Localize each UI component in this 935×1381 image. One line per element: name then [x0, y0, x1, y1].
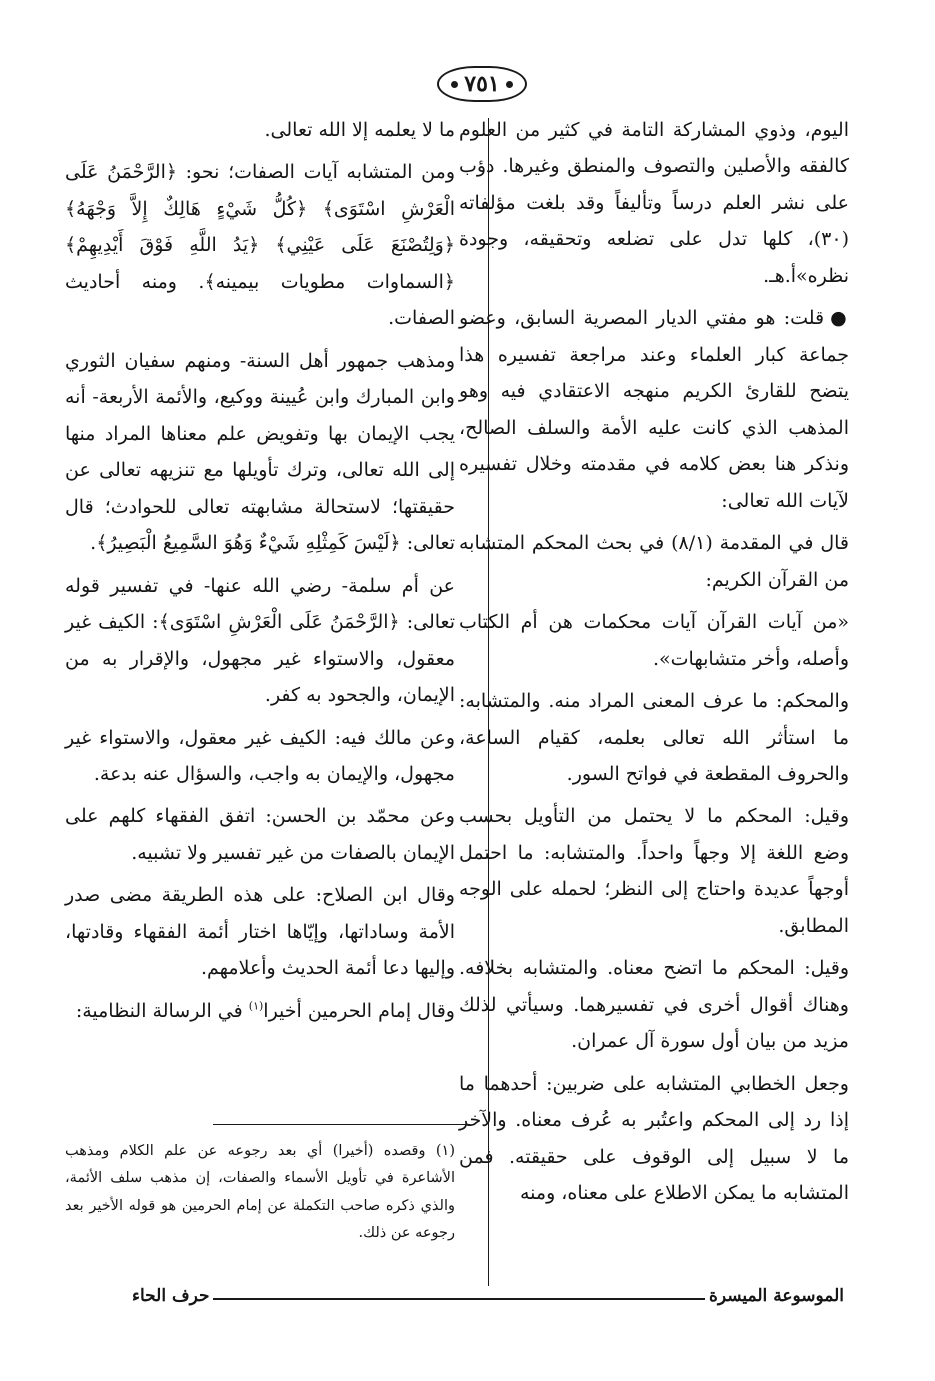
paragraph-text: قلت: هو مفتي الديار المصرية السابق، وعضو جماعة كبار العلماء وعند مراجعة تفسيره هذا يتضح للقارئ الكريم منهجه الاعتقادي فيه وهو المذهب الذي كانت عليه الأمة والسلف الصالح، ونذكر هنا بعض كلامه في مقدمته وخلال تفسيره لآيات الله تعالى:: [459, 307, 849, 512]
right-column: [459, 112, 849, 1218]
paragraph: [459, 300, 849, 519]
paragraph: وقال ابن الصلاح: على هذه الطريقة مضى صدر الأمة وساداتها، وإيّاها اختار أئمة الفقهاء وقادتها، وإليها دعا أئمة الحديث وأعلامهم.: [65, 884, 455, 980]
paragraph: [65, 993, 455, 1029]
paragraph: وجعل الخطابي المتشابه على ضربين: أحدهما ما إذا رد إلى المحكم واعتُبر به عُرف معناه. والآخر ما لا سبيل إلى الوقوف على حقيقته. فمن المتشابه ما يمكن الاطلاع على معناه، ومنه: [459, 1072, 849, 1205]
ornament-dot-icon: [506, 81, 513, 88]
page-number: [437, 66, 527, 102]
paragraph: وعن محمّد بن الحسن: اتفق الفقهاء كلهم على الإيمان بالصفات من غير تفسير ولا تشبيه.: [65, 805, 455, 864]
left-column: [65, 112, 455, 1035]
paragraph: وقيل: المحكم ما لا يحتمل من التأويل بحسب وضع اللغة إلا وجهاً واحداً. والمتشابه: ما احتمل أوجهاً عديدة واحتاج إلى النظر؛ لحمله على الوجه المطابق.: [459, 805, 849, 937]
paragraph: ما لا يعلمه إلا الله تعالى.: [264, 119, 455, 141]
column-divider: [488, 118, 489, 1286]
footer-book-title: الموسوعة الميسرة: [708, 1286, 844, 1306]
footer-section-title: حرف الحاء: [132, 1286, 210, 1306]
paragraph: قال في المقدمة (٨/١) في بحث المحكم المتشابه من القرآن الكريم:: [459, 532, 849, 591]
paragraph: ومذهب جمهور أهل السنة- ومنهم سفيان الثوري وابن المبارك وابن عُيينة ووكيع، والأئمة الأربعة- أنه يجب الإيمان بها وتفويض علم معناها المراد منها إلى الله تعالى، وترك تأويلها مع تنزيهه تعالى عن حقيقتها؛ لاستحالة مشابهته تعالى للحوادث؛ قال تعالى: ﴿لَيْسَ كَمِثْلِهِ شَيْءٌ وَهُوَ السَّمِيعُ الْبَصِيرُ﴾.: [65, 349, 455, 555]
paragraph: «من آيات القرآن آيات محكمات هن أم الكتاب وأصله، وأخر متشابهات».: [459, 611, 849, 670]
paragraph: اليوم، وذوي المشاركة التامة في كثير من العلوم كالفقه والأصلين والتصوف والمنطق وغيرها. دؤب على نشر العلم درساً وتأليفاً وقد بلغت مؤلفاته (٣٠)، كلها تدل على تضلعه وتحقيقه، وجودة نظره»أ.هـ.: [459, 119, 849, 287]
page-footer: [132, 1282, 844, 1306]
paragraph: ومن المتشابه آيات الصفات؛ نحو: ﴿الرَّحْمَنُ عَلَى الْعَرْشِ اسْتَوَى﴾ ﴿كُلُّ شَيْءٍ هَالِكٌ إِلاَّ وَجْهَهُ﴾ ﴿وَلِتُصْنَعَ عَلَى عَيْنِي﴾ ﴿يَدُ اللَّهِ فَوْقَ أَيْدِيهِمْ﴾ ﴿السماوات مطويات بيمينه﴾. ومنه أحاديث الصفات.: [65, 161, 455, 330]
paragraph: وقيل: المحكم ما اتضح معناه. والمتشابه بخلافه. وهناك أقوال أخرى في تفسيرهما. وسيأتي لذلك مزيد من بيان أول سورة آل عمران.: [459, 957, 849, 1053]
paragraph-text: وقال إمام الحرمين أخيرا: [263, 999, 455, 1022]
paragraph-text: في الرسالة النظامية:: [75, 999, 243, 1022]
paragraph: وعن مالك فيه: الكيف غير معقول، والاستواء غير مجهول، والإيمان به واجب، والسؤال عنه بدعة.: [65, 726, 455, 785]
paragraph: عن أم سلمة- رضي الله عنها- في تفسير قوله تعالى: ﴿الرَّحْمَنُ عَلَى الْعَرْشِ اسْتَوَى﴾: الكيف غير معقول، والاستواء غير مجهول، والإقرار به من الإيمان، والجحود به كفر.: [65, 574, 455, 707]
footnote: (١) وقصده (أخيرا) أي بعد رجوعه عن علم الكلام ومذهب الأشاعرة في تأويل الأسماء والصفات، إن مذهب سلف الأئمة، والذي ذكره صاحب التكملة عن إمام الحرمين هو قوله الأخير بعد رجوعه عن ذلك.: [65, 1143, 455, 1241]
bullet-icon: ●: [830, 307, 849, 330]
footnote-rule: [213, 1124, 470, 1125]
page-number-text: ٧٥١: [464, 71, 500, 97]
paragraph: والمحكم: ما عرف المعنى المراد منه. والمتشابه: ما استأثر الله تعالى بعلمه، كقيام الساعة، والحروف المقطعة في فواتح السور.: [459, 690, 849, 785]
ornament-dot-icon: [451, 81, 458, 88]
footnote-marker[interactable]: (١): [248, 999, 264, 1013]
footer-rule: [213, 1298, 704, 1300]
